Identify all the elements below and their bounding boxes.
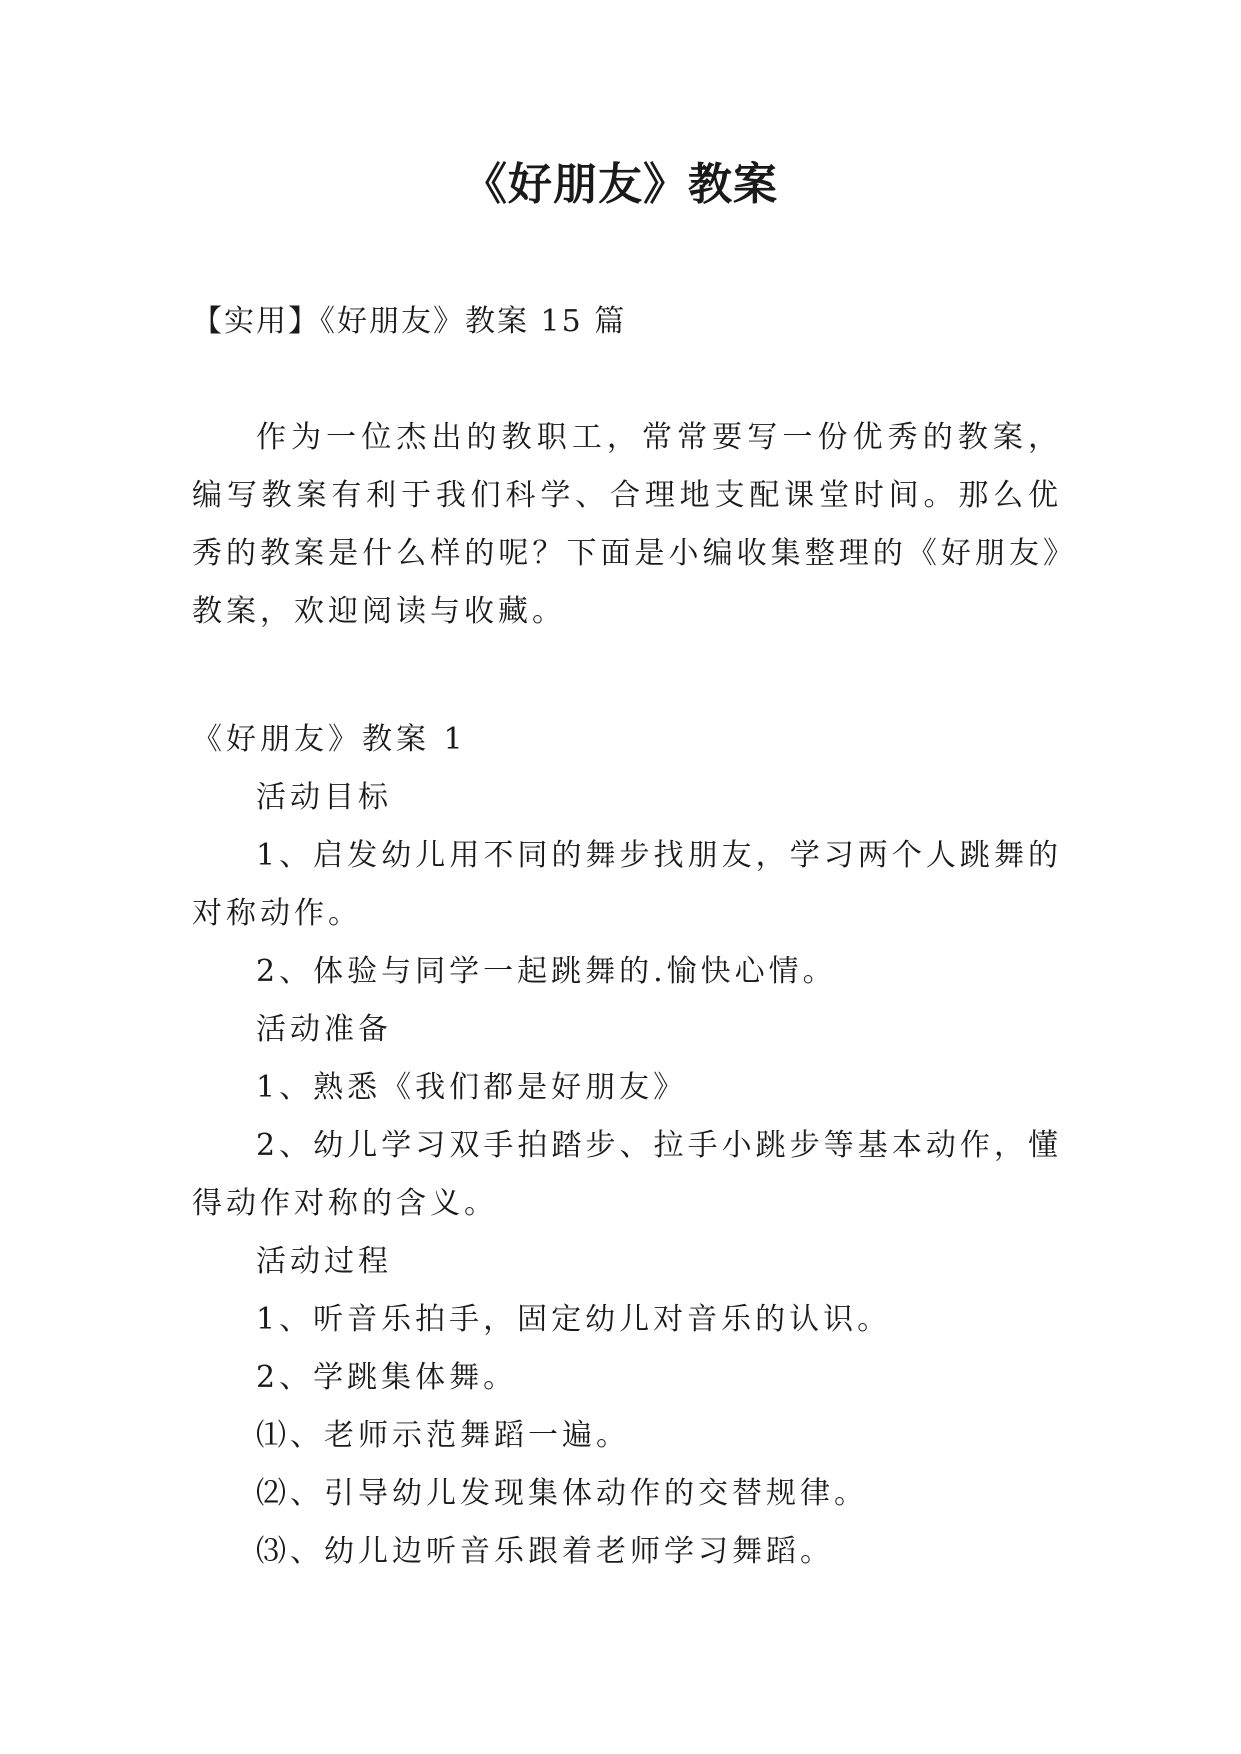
subheading-activity-process: 活动过程 [256,1244,392,1279]
process-subitem-3: ⑶、幼儿边听音乐跟着老师学习舞蹈。 [256,1534,834,1569]
goal-item-2: 2、体验与同学一起跳舞的.愉快心情。 [256,954,837,989]
goal-item-1: 1、启发幼儿用不同的舞步找朋友，学习两个人跳舞的对称动作。 [192,838,1062,931]
preparation-item-2: 2、幼儿学习双手拍踏步、拉手小跳步等基本动作，懂得动作对称的含义。 [192,1128,1062,1221]
subheading-activity-preparation: 活动准备 [256,1012,392,1047]
document-title: 《好朋友》教案 [463,159,778,210]
intro-paragraph: 作为一位杰出的教职工，常常要写一份优秀的教案，编写教案有利于我们科学、合理地支配课堂时间。那么优秀的教案是什么样的呢？下面是小编收集整理的《好朋友》教案，欢迎阅读与收藏。 [192,420,1062,629]
process-subitem-2: ⑵、引导幼儿发现集体动作的交替规律。 [256,1476,868,1511]
document-body [192,293,1062,1581]
subheading-activity-goals: 活动目标 [256,780,392,815]
document-subtitle: 【实用】《好朋友》教案 15 篇 [192,304,627,339]
process-item-2: 2、学跳集体舞。 [256,1360,518,1395]
process-item-1: 1、听音乐拍手，固定幼儿对音乐的认识。 [256,1302,892,1337]
preparation-item-1: 1、熟悉《我们都是好朋友》 [256,1070,688,1105]
section-heading: 《好朋友》教案 1 [192,722,467,757]
process-subitem-1: ⑴、老师示范舞蹈一遍。 [256,1418,630,1453]
